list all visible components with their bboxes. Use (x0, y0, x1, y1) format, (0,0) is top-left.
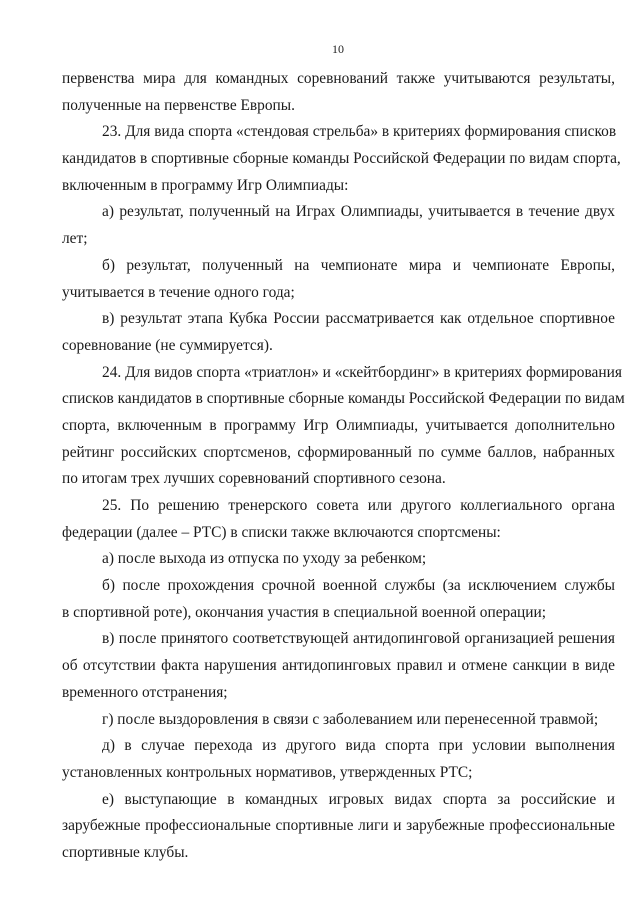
text-line: кандидатов в спортивные сборные команды Российской Федерации по видам спорта, (62, 150, 621, 168)
text-line: д) в случае перехода из другого вида спорта при условии выполнения (102, 737, 615, 755)
page-number: 10 (332, 42, 344, 56)
text-line: включенным в программу Игр Олимпиады: (62, 176, 349, 194)
text-line: первенства мира для командных соревнований также учитываются результаты, (62, 70, 615, 87)
text-line: спорта, включенным в программу Игр Олимпиады, учитывается дополнительно (62, 416, 615, 434)
text-line: г) после выздоровления в связи с заболеванием или перенесенной травмой; (102, 710, 599, 728)
text-line: зарубежные профессиональные спортивные лиги и зарубежные профессиональные (62, 817, 615, 835)
text-line: 25. По решению тренерского совета или другого коллегиального органа (102, 497, 615, 514)
text-line: а) после выхода из отпуска по уходу за ребенком; (102, 550, 427, 568)
text-line: 23. Для вида спорта «стендовая стрельба» в критериях формирования списков (102, 123, 617, 141)
text-line: е) выступающие в командных игровых видах спорта за российские и (102, 790, 615, 808)
text-line: федерации (далее – РТС) в списки также включаются спортсмены: (62, 523, 501, 541)
document-body (62, 66, 625, 867)
text-line: спортивные клубы. (62, 843, 189, 861)
text-line: в спортивной роте), окончания участия в специальной военной операции; (62, 603, 547, 621)
text-line: а) результат, полученный на Играх Олимпиады, учитывается в течение двух (102, 203, 615, 221)
text-line: списков кандидатов в спортивные сборные команды Российской Федерации по видам (62, 390, 625, 408)
text-line: временного отстранения; (62, 683, 228, 701)
text-line: рейтинг российских спортсменов, сформированный по сумме баллов, набранных (62, 443, 615, 461)
text-line: учитывается в течение одного года; (62, 283, 295, 301)
text-line: 24. Для видов спорта «триатлон» и «скейтбординг» в критериях формирования (102, 363, 622, 381)
text-line: лет; (62, 230, 88, 248)
text-line: установленных контрольных нормативов, утвержденных РТС; (62, 763, 473, 781)
text-line: по итогам трех лучших соревнований спортивного сезона. (62, 470, 446, 488)
text-line: в) результат этапа Кубка России рассматривается как отдельное спортивное (102, 310, 615, 328)
text-line: б) после прохождения срочной военной службы (за исключением службы (102, 577, 615, 595)
text-line: б) результат, полученный на чемпионате мира и чемпионате Европы, (102, 256, 615, 274)
text-line: соревнование (не суммируется). (62, 336, 273, 354)
text-line: полученные на первенстве Европы. (62, 96, 295, 114)
text-line: в) после принятого соответствующей антидопинговой организацией решения (102, 630, 615, 648)
text-line: об отсутствии факта нарушения антидопинговых правил и отмене санкции в виде (62, 657, 615, 675)
